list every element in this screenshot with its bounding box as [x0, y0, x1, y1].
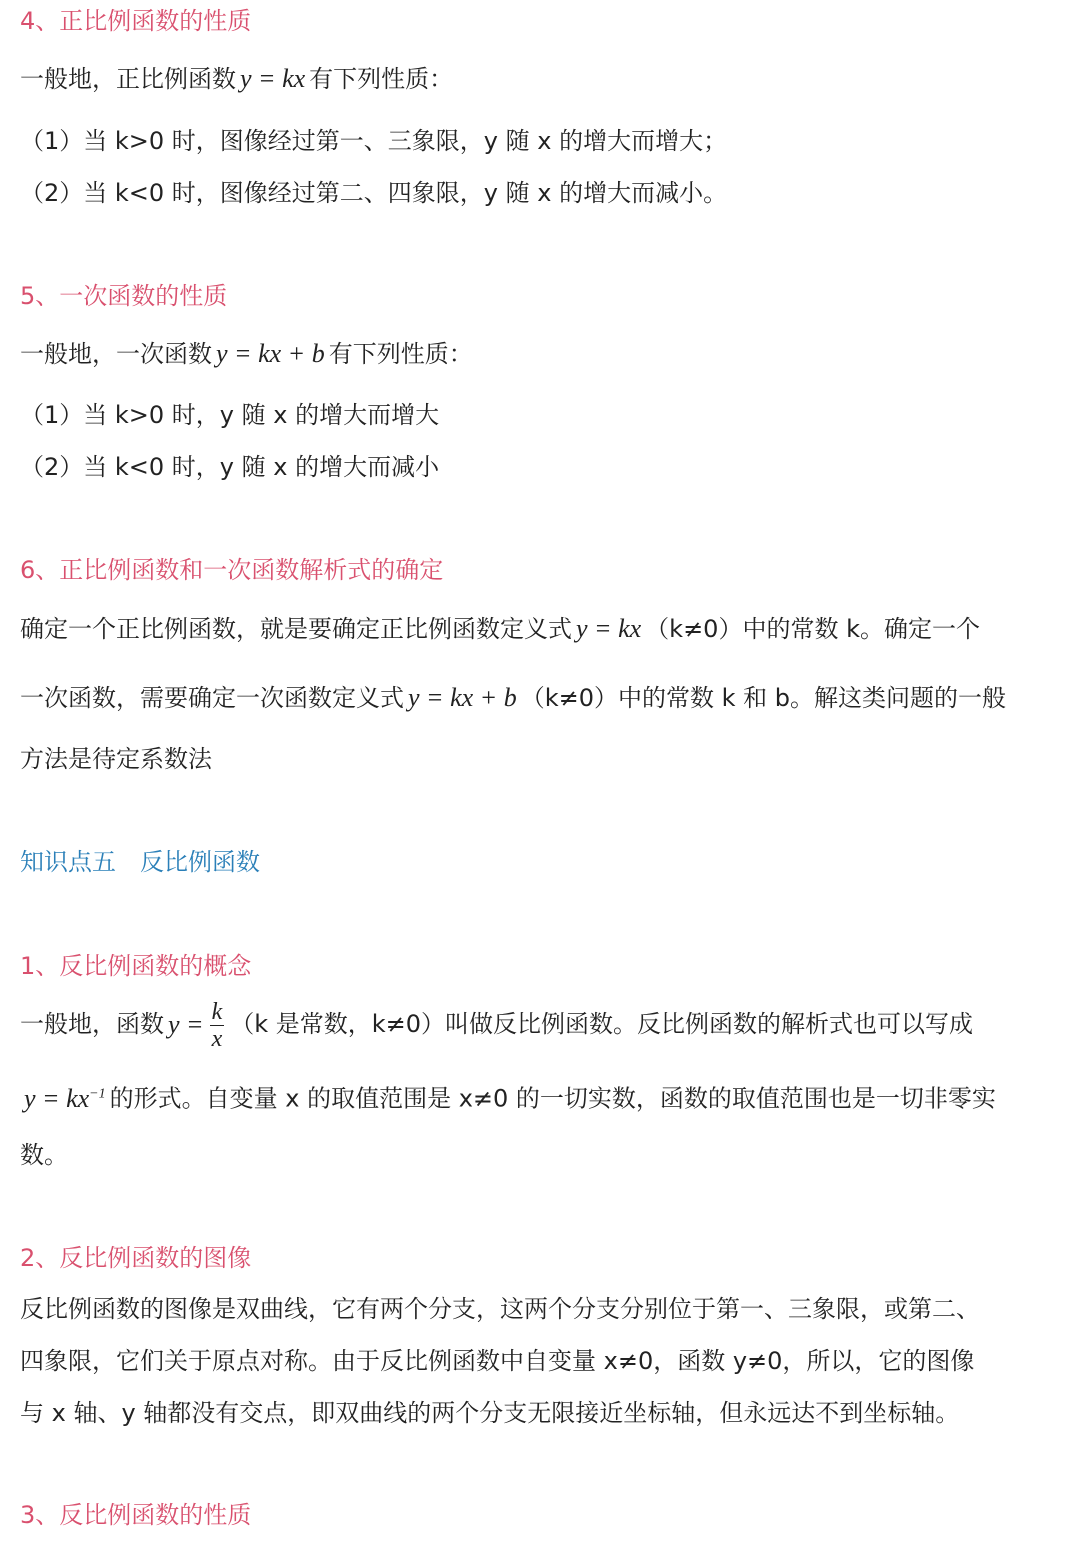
section-4-intro: [20, 63, 453, 95]
formula-exponent: −1: [89, 1086, 106, 1101]
inverse-1-line-2: [20, 1078, 996, 1115]
formula: y = kx: [240, 64, 306, 93]
inverse-2-heading: 2、反比例函数的图像: [20, 1244, 252, 1272]
fraction: [210, 999, 225, 1052]
formula: y = kx + b: [216, 339, 325, 368]
fraction-numerator: k: [211, 998, 223, 1025]
fraction-denominator: x: [211, 1025, 223, 1052]
formula-base: y = kx: [24, 1083, 90, 1113]
section-5-intro: [20, 338, 473, 370]
section-4-heading: 4、正比例函数的性质: [20, 7, 252, 35]
knowledge-point-heading: 知识点五 反比例函数: [20, 848, 260, 876]
body-text: 的形式。自变量 x 的取值范围是 x≠0 的一切实数，函数的取值范围也是一切非零实: [109, 1084, 996, 1113]
formula: y = kx: [576, 614, 642, 643]
inverse-1-line-3: 数。: [20, 1141, 68, 1169]
body-text: 一般地，函数: [20, 1010, 164, 1038]
formula: y = kx + b: [408, 683, 517, 712]
inverse-2-line-1: 反比例函数的图像是双曲线，它有两个分支，这两个分支分别位于第一、三象限，或第二、: [20, 1295, 980, 1323]
body-text: 确定一个正比例函数，就是要确定正比例函数定义式: [20, 615, 572, 643]
inverse-1-line-1: [20, 996, 973, 1053]
inverse-1-heading: 1、反比例函数的概念: [20, 952, 252, 980]
section-4-property-1: （1）当 k>0 时，图像经过第一、三象限，y 随 x 的增大而增大；: [20, 127, 728, 155]
formula: [24, 1084, 106, 1113]
formula: y =: [168, 1010, 204, 1039]
section-6-line-3: 方法是待定系数法: [20, 745, 212, 773]
body-text: （k 是常数，k≠0）叫做反比例函数。反比例函数的解析式也可以写成: [230, 1010, 974, 1038]
intro-text: 有下列性质：: [309, 65, 454, 93]
intro-text: 一般地，一次函数: [20, 340, 212, 368]
inverse-2-line-2: 四象限，它们关于原点对称。由于反比例函数中自变量 x≠0，函数 y≠0，所以，它的图像: [20, 1347, 975, 1375]
body-text: （k≠0）中的常数 k。确定一个: [645, 615, 980, 643]
section-5-heading: 5、一次函数的性质: [20, 282, 228, 310]
section-6-line-1: [20, 613, 980, 645]
section-5-property-1: （1）当 k>0 时，y 随 x 的增大而增大: [20, 401, 440, 429]
section-5-property-2: （2）当 k<0 时，y 随 x 的增大而减小: [20, 453, 440, 481]
section-4-property-2: （2）当 k<0 时，图像经过第二、四象限，y 随 x 的增大而减小。: [20, 179, 728, 207]
inverse-3-heading: 3、反比例函数的性质: [20, 1501, 252, 1529]
body-text: （k≠0）中的常数 k 和 b。解这类问题的一般: [520, 684, 1007, 712]
section-6-line-2: [20, 682, 1006, 714]
body-text: 一次函数，需要确定一次函数定义式: [20, 684, 404, 712]
inverse-2-line-3: 与 x 轴、y 轴都没有交点，即双曲线的两个分支无限接近坐标轴，但永远达不到坐标轴。: [20, 1399, 960, 1427]
intro-text: 有下列性质：: [328, 340, 473, 368]
intro-text: 一般地，正比例函数: [20, 65, 236, 93]
section-6-heading: 6、正比例函数和一次函数解析式的确定: [20, 556, 444, 584]
